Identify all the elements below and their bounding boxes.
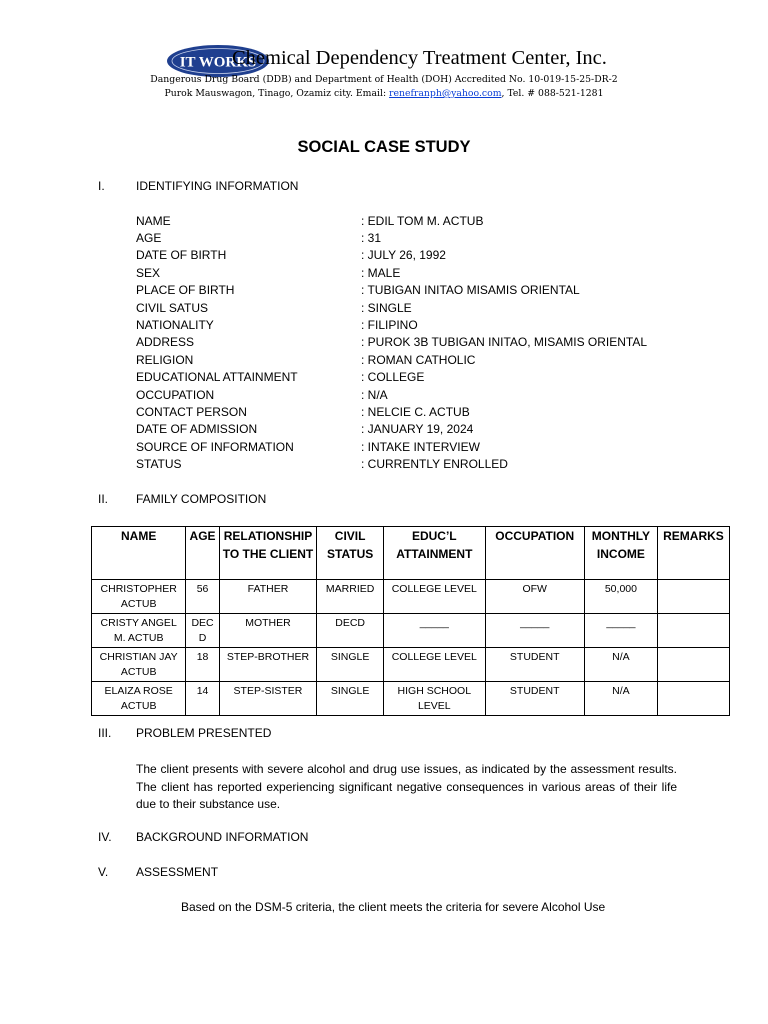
table-cell: COLLEGE LEVEL	[384, 648, 485, 682]
table-cell: 56	[186, 580, 219, 614]
table-cell: SINGLE	[317, 648, 384, 682]
address-text: Purok Mauswagon, Tinago, Ozamiz city. Email:	[164, 88, 390, 99]
info-label: ADDRESS	[136, 335, 195, 349]
info-value: : COLLEGE	[361, 370, 425, 384]
org-name: Chemical Dependency Treatment Center, Inc.	[232, 47, 607, 69]
info-value: : NELCIE C. ACTUB	[361, 405, 470, 419]
table-cell: _____	[485, 614, 584, 648]
table-cell: STUDENT	[485, 648, 584, 682]
column-header: EDUC’L ATTAINMENT	[384, 527, 485, 580]
section-number: IV.	[98, 830, 112, 844]
info-value: : INTAKE INTERVIEW	[361, 440, 480, 454]
table-cell: DECD	[317, 614, 384, 648]
info-label: SEX	[136, 266, 161, 280]
info-label: DATE OF BIRTH	[136, 248, 227, 262]
table-cell: CRISTY ANGEL M. ACTUB	[92, 614, 186, 648]
table-cell: _____	[384, 614, 485, 648]
section-heading-assessment: ASSESSMENT	[136, 865, 219, 879]
table-cell	[657, 648, 729, 682]
email-link[interactable]: renefranph@yahoo.com	[389, 88, 502, 99]
table-cell: STUDENT	[485, 682, 584, 716]
info-label: PLACE OF BIRTH	[136, 283, 235, 297]
document-title: SOCIAL CASE STUDY	[297, 138, 471, 156]
section-number: V.	[98, 865, 109, 879]
table-cell: N/A	[584, 682, 657, 716]
info-label: STATUS	[136, 457, 182, 471]
table-cell: STEP-BROTHER	[219, 648, 316, 682]
info-value: : 31	[361, 231, 382, 245]
info-label: AGE	[136, 231, 162, 245]
table-cell: FATHER	[219, 580, 316, 614]
family-composition-table	[91, 526, 730, 716]
column-header: REMARKS	[657, 527, 729, 580]
table-cell	[657, 580, 729, 614]
section-heading-family: FAMILY COMPOSITION	[136, 492, 267, 506]
table-cell: ELAIZA ROSE ACTUB	[92, 682, 186, 716]
column-header: OCCUPATION	[485, 527, 584, 580]
table-header-row	[92, 527, 730, 580]
column-header: RELATIONSHIP TO THE CLIENT	[219, 527, 316, 580]
table-cell: CHRISTOPHER ACTUB	[92, 580, 186, 614]
column-header: CIVIL STATUS	[317, 527, 384, 580]
info-value: : MALE	[361, 266, 401, 280]
table-cell: MARRIED	[317, 580, 384, 614]
logo-text: IT WORKS	[179, 54, 257, 71]
problem-paragraph: The client presents with severe alcohol and drug use issues, as indicated by the assessment results. The client has reported experiencing significant negative consequences in various areas of their life due to their substance use.	[136, 762, 677, 811]
table-cell: MOTHER	[219, 614, 316, 648]
table-cell: HIGH SCHOOL LEVEL	[384, 682, 485, 716]
section-heading-background: BACKGROUND INFORMATION	[136, 830, 309, 844]
info-value: : PUROK 3B TUBIGAN INITAO, MISAMIS ORIENTAL	[361, 335, 648, 349]
assessment-paragraph: Based on the DSM-5 criteria, the client meets the criteria for severe Alcohol Use	[181, 900, 606, 914]
info-label: CIVIL SATUS	[136, 301, 209, 315]
table-row	[92, 648, 730, 682]
table-cell: 50,000	[584, 580, 657, 614]
info-label: CONTACT PERSON	[136, 405, 247, 419]
table-cell: 14	[186, 682, 219, 716]
table-cell: SINGLE	[317, 682, 384, 716]
info-value: : N/A	[361, 388, 388, 402]
table-row	[92, 682, 730, 716]
info-label: SOURCE OF INFORMATION	[136, 440, 294, 454]
section-number: III.	[98, 726, 112, 740]
info-value: : CURRENTLY ENROLLED	[361, 457, 508, 471]
info-label: NATIONALITY	[136, 318, 214, 332]
section-number: I.	[98, 179, 105, 193]
column-header: MONTHLY INCOME	[584, 527, 657, 580]
table-cell: _____	[584, 614, 657, 648]
table-cell: N/A	[584, 648, 657, 682]
info-label: RELIGION	[136, 353, 194, 367]
info-value: : SINGLE	[361, 301, 412, 315]
table-cell: COLLEGE LEVEL	[384, 580, 485, 614]
section-number: II.	[98, 492, 109, 506]
info-label: EDUCATIONAL ATTAINMENT	[136, 370, 298, 384]
info-value: : EDIL TOM M. ACTUB	[361, 214, 484, 228]
accreditation-line: Dangerous Drug Board (DDB) and Department of Health (DOH) Accredited No. 10-019-15-25-DR-2	[150, 74, 618, 85]
table-cell: DECD	[186, 614, 219, 648]
table-cell: 18	[186, 648, 219, 682]
address-line	[0, 88, 768, 99]
column-header: NAME	[92, 527, 186, 580]
info-label: OCCUPATION	[136, 388, 215, 402]
info-value: : FILIPINO	[361, 318, 418, 332]
info-label: NAME	[136, 214, 171, 228]
section-heading-identifying: IDENTIFYING INFORMATION	[136, 179, 299, 193]
info-label: DATE OF ADMISSION	[136, 422, 258, 436]
table-cell	[657, 614, 729, 648]
table-cell	[657, 682, 729, 716]
info-value: : JULY 26, 1992	[361, 248, 446, 262]
info-value: : TUBIGAN INITAO MISAMIS ORIENTAL	[361, 283, 580, 297]
info-value: : JANUARY 19, 2024	[361, 422, 474, 436]
table-cell: OFW	[485, 580, 584, 614]
tel-text: , Tel. # 088-521-1281	[501, 88, 604, 99]
table-cell: CHRISTIAN JAY ACTUB	[92, 648, 186, 682]
info-value: : ROMAN CATHOLIC	[361, 353, 476, 367]
column-header: AGE	[186, 527, 219, 580]
table-row	[92, 614, 730, 648]
table-row	[92, 580, 730, 614]
section-heading-problem: PROBLEM PRESENTED	[136, 726, 272, 740]
table-cell: STEP-SISTER	[219, 682, 316, 716]
